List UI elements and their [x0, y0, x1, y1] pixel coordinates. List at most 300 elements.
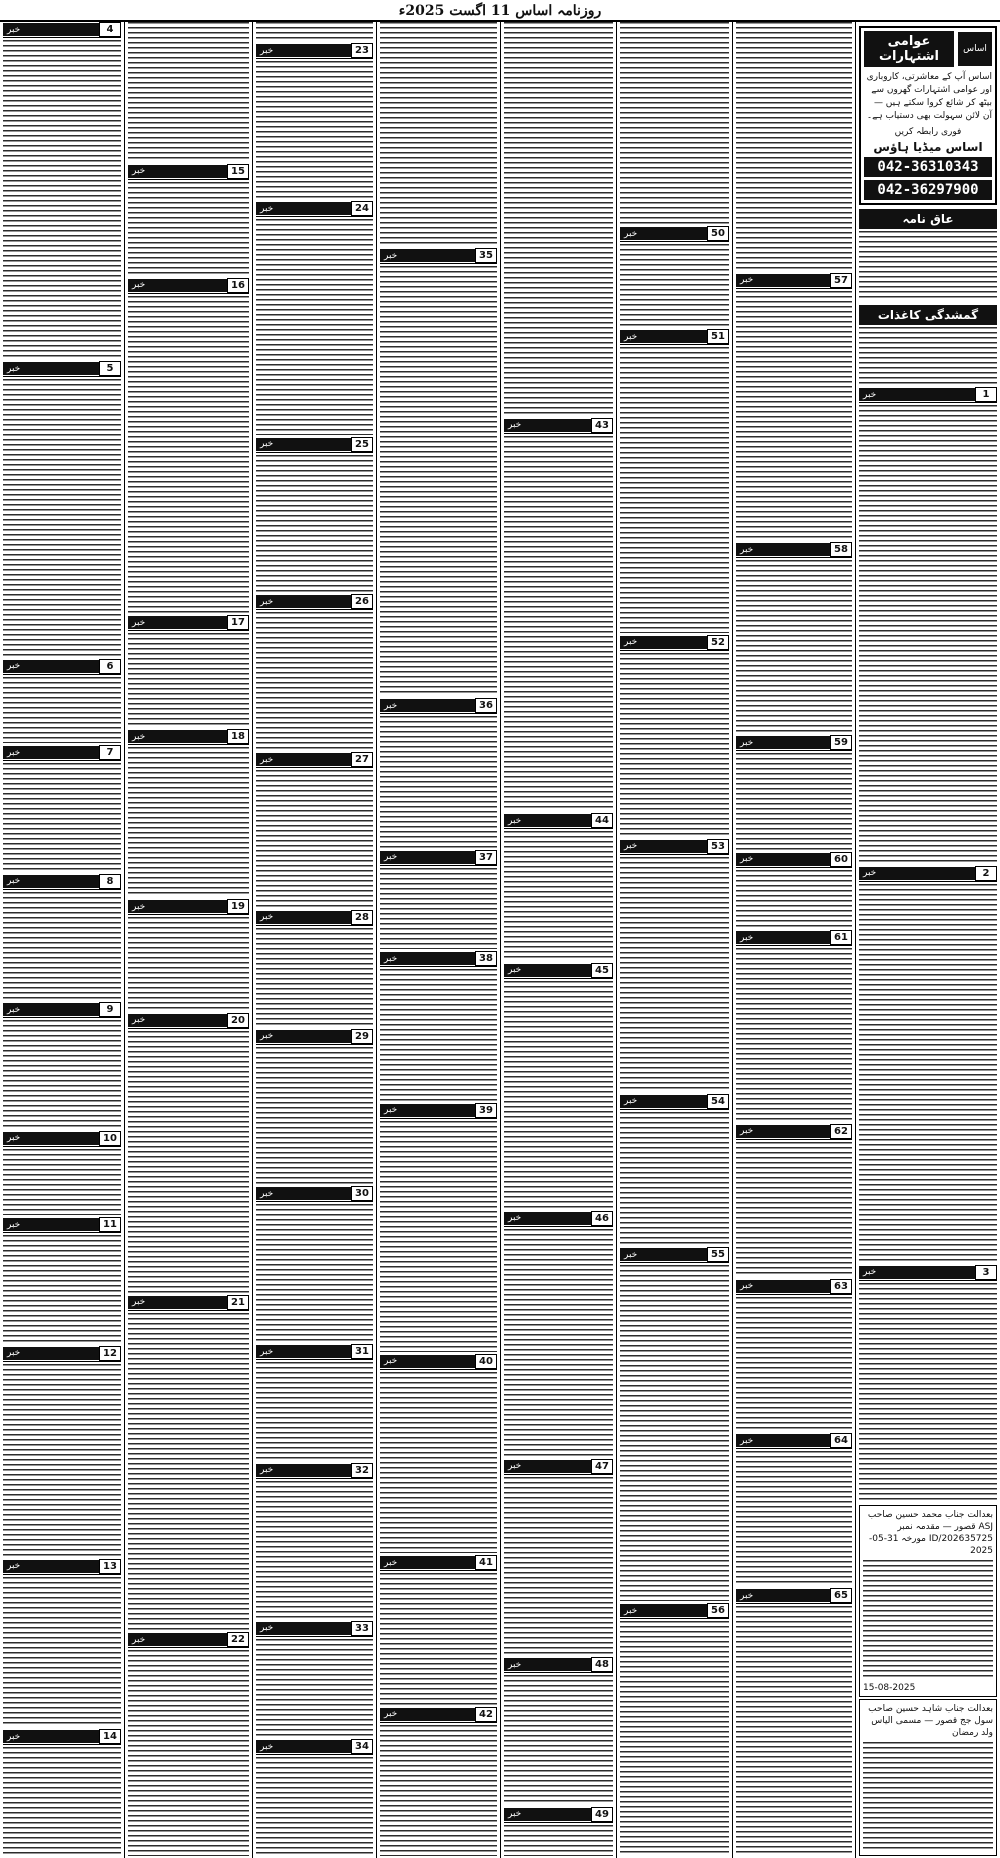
classified-heading [380, 1354, 497, 1370]
classified-number: 16 [227, 278, 249, 293]
court-notice-civil [859, 1699, 997, 1856]
classified-heading-bar [256, 1464, 351, 1477]
classified-number: 59 [830, 735, 852, 750]
classified-number: 44 [591, 813, 613, 828]
classified-heading-label: خبر [740, 932, 754, 943]
classified-heading-label: خبر [384, 1356, 398, 1367]
classified-number: 49 [591, 1807, 613, 1822]
classified-text [3, 677, 121, 743]
classified-item-3 [859, 1265, 997, 1503]
classified-heading [504, 1459, 613, 1475]
classified-text [128, 1313, 249, 1631]
classified-heading-bar [504, 1658, 591, 1671]
classified-heading [3, 659, 121, 675]
classified-heading-bar [620, 1604, 707, 1617]
classified-heading [620, 329, 729, 345]
classified-number: 40 [475, 1354, 497, 1369]
classified-heading-bar [504, 1808, 591, 1821]
continued-text [620, 22, 729, 224]
classified-number: 58 [830, 542, 852, 557]
classified-heading-bar [128, 730, 227, 743]
classified-heading [504, 1807, 613, 1823]
classified-number: 57 [830, 273, 852, 288]
classified-number: 11 [99, 1217, 121, 1232]
ad-body: اساس آپ کے معاشرتی، کاروباری اور عوامی اشتہارات گھروں سے بیٹھ کر شائع کروا سکتے ہیں — آن لائن سہولت بھی دستیاب ہے۔ [866, 72, 992, 121]
classified-item-65 [736, 1588, 852, 1856]
classified-heading-bar [736, 1280, 830, 1293]
classified-item-5 [3, 361, 121, 656]
classified-heading-bar [736, 1589, 830, 1602]
classified-heading-label: خبر [384, 1709, 398, 1720]
classified-text [736, 948, 852, 1121]
classified-number: 41 [475, 1555, 497, 1570]
lost-documents-text [859, 327, 997, 387]
classified-heading-bar [736, 543, 830, 556]
classified-heading [620, 226, 729, 242]
classified-text [620, 347, 729, 632]
classified-item-37 [380, 850, 497, 950]
classified-number: 22 [227, 1632, 249, 1647]
classified-number: 8 [99, 874, 121, 889]
classified-text [256, 1481, 373, 1619]
classified-heading [256, 1739, 373, 1755]
classified-item-47 [504, 1459, 613, 1656]
classified-heading-label: خبر [7, 1731, 21, 1742]
classified-number: 3 [975, 1265, 997, 1280]
classified-heading-bar [3, 1560, 99, 1573]
classified-heading-label: خبر [384, 1105, 398, 1116]
classified-item-60 [736, 852, 852, 928]
classified-heading-label: خبر [863, 868, 877, 879]
classified-heading [3, 22, 121, 38]
classified-text [736, 1297, 852, 1432]
classified-heading-bar [256, 753, 351, 766]
classified-heading [504, 1657, 613, 1673]
classified-heading [620, 1094, 729, 1110]
classified-item-62 [736, 1124, 852, 1277]
classified-heading-label: خبر [740, 854, 754, 865]
classified-text [256, 1362, 373, 1461]
classified-heading [3, 1559, 121, 1575]
classified-heading-label: خبر [7, 363, 21, 374]
classified-text [128, 296, 249, 614]
classified-text [256, 1639, 373, 1738]
classified-item-2 [859, 866, 997, 1263]
classified-heading-bar [504, 1460, 591, 1473]
classified-heading-label: خبر [7, 1133, 21, 1144]
classified-text [620, 1112, 729, 1246]
classified-heading [256, 752, 373, 768]
classified-item-46 [504, 1211, 613, 1457]
classified-heading-bar [620, 1248, 707, 1261]
classified-heading-bar [3, 660, 99, 673]
classified-text [256, 219, 373, 435]
continued-text [736, 22, 852, 271]
classified-number: 36 [475, 698, 497, 713]
classified-text [380, 1573, 497, 1704]
classified-number: 5 [99, 361, 121, 376]
column-5 [252, 22, 376, 1858]
classified-item-25 [256, 437, 373, 593]
classified-heading [256, 594, 373, 610]
classified-heading-bar [128, 279, 227, 292]
classified-item-40 [380, 1354, 497, 1553]
classified-heading [504, 1211, 613, 1227]
classified-heading [736, 273, 852, 289]
classified-heading [3, 1729, 121, 1745]
classified-heading [256, 43, 373, 59]
classified-heading [380, 1555, 497, 1571]
classified-number: 7 [99, 745, 121, 760]
classified-heading-label: خبر [384, 250, 398, 261]
classified-number: 15 [227, 164, 249, 179]
classified-heading [736, 735, 852, 751]
classified-heading [859, 1265, 997, 1281]
classified-heading-bar [736, 1125, 830, 1138]
classified-heading-bar [504, 419, 591, 432]
classified-heading-bar [3, 1218, 99, 1231]
classified-heading [256, 1029, 373, 1045]
classified-heading-label: خبر [132, 280, 146, 291]
classified-number: 13 [99, 1559, 121, 1574]
court-notice-civil-body [863, 1742, 993, 1852]
classified-heading-bar [128, 1296, 227, 1309]
classified-heading [3, 1217, 121, 1233]
classified-item-32 [256, 1463, 373, 1619]
classified-number: 37 [475, 850, 497, 865]
classified-heading [504, 418, 613, 434]
classified-heading-bar [256, 595, 351, 608]
classified-text [736, 291, 852, 541]
classified-text [380, 716, 497, 847]
classified-item-6 [3, 659, 121, 743]
classified-number: 65 [830, 1588, 852, 1603]
classified-heading-bar [3, 875, 99, 888]
classified-text [256, 612, 373, 750]
classified-heading-bar [256, 1187, 351, 1200]
classified-heading-bar [3, 362, 99, 375]
classified-number: 43 [591, 418, 613, 433]
column-4 [376, 22, 500, 1858]
classified-heading-label: خبر [7, 1561, 21, 1572]
section-lost-documents: گمشدگی کاغذات [859, 305, 997, 325]
classified-heading-label: خبر [7, 876, 21, 887]
classified-text [736, 870, 852, 928]
classified-item-30 [256, 1186, 373, 1342]
classified-heading-bar [380, 1355, 475, 1368]
classified-heading [859, 866, 997, 882]
classified-text [736, 1606, 852, 1856]
classified-number: 39 [475, 1103, 497, 1118]
classified-item-39 [380, 1103, 497, 1352]
asas-logo: اساس [958, 32, 992, 66]
classified-heading-label: خبر [624, 228, 638, 239]
classified-heading-label: خبر [508, 1659, 522, 1670]
classified-item-14 [3, 1729, 121, 1856]
classified-heading-bar [256, 1740, 351, 1753]
classified-number: 47 [591, 1459, 613, 1474]
classified-text [504, 1229, 613, 1457]
classified-heading-bar [256, 1622, 351, 1635]
classified-item-23 [256, 43, 373, 199]
classified-heading-label: خبر [132, 901, 146, 912]
classified-heading [128, 1013, 249, 1029]
classified-item-17 [128, 615, 249, 727]
classified-heading-bar [3, 23, 99, 36]
classified-text [859, 405, 997, 864]
classified-text [3, 763, 121, 872]
column-7 [0, 22, 124, 1858]
classified-item-8 [3, 874, 121, 1001]
classified-item-36 [380, 698, 497, 847]
classified-number: 6 [99, 659, 121, 674]
classified-heading-bar [3, 1347, 99, 1360]
classified-text [380, 266, 497, 696]
classified-number: 23 [351, 43, 373, 58]
classified-number: 17 [227, 615, 249, 630]
classified-text [504, 436, 613, 812]
classified-text [504, 981, 613, 1209]
classified-heading [859, 387, 997, 403]
classified-heading-bar [128, 616, 227, 629]
classified-item-64 [736, 1433, 852, 1586]
classified-number: 25 [351, 437, 373, 452]
classified-number: 38 [475, 951, 497, 966]
classified-text [128, 1650, 249, 1856]
classified-heading-bar [380, 699, 475, 712]
classified-heading-bar [620, 330, 707, 343]
classified-heading-bar [128, 1014, 227, 1027]
classified-heading [128, 729, 249, 745]
classified-number: 55 [707, 1247, 729, 1262]
court-notice-civil-text: بعدالت جناب شاہد حسین صاحب سول جج قصور — مسمی الیاس ولد رمضان [868, 1704, 993, 1738]
classified-heading-bar [380, 851, 475, 864]
classified-heading-label: خبر [624, 841, 638, 852]
classified-item-24 [256, 201, 373, 435]
classified-heading-bar [859, 388, 975, 401]
classified-heading-bar [128, 900, 227, 913]
classified-heading-label: خبر [384, 852, 398, 863]
phone-number-2[interactable]: 042-36297900 [864, 180, 992, 200]
classified-heading-label: خبر [132, 166, 146, 177]
classified-text [128, 917, 249, 1011]
classified-text [128, 182, 249, 276]
classified-number: 26 [351, 594, 373, 609]
ad-brand: اساس میڈیا ہاؤس [873, 140, 983, 154]
classified-heading-label: خبر [132, 1297, 146, 1308]
classified-heading-label: خبر [7, 1219, 21, 1230]
classified-heading-label: خبر [260, 1465, 274, 1476]
classified-heading [128, 615, 249, 631]
continued-text [504, 22, 613, 416]
classified-text [256, 770, 373, 908]
classified-number: 35 [475, 248, 497, 263]
classified-heading [3, 361, 121, 377]
classified-heading [256, 1463, 373, 1479]
classified-number: 18 [227, 729, 249, 744]
classified-heading [736, 852, 852, 868]
classified-item-35 [380, 248, 497, 696]
classified-heading-bar [380, 1708, 475, 1721]
court-notice-asj [859, 1505, 997, 1697]
classified-number: 19 [227, 899, 249, 914]
classified-number: 64 [830, 1433, 852, 1448]
classified-item-12 [3, 1346, 121, 1557]
classified-heading [620, 635, 729, 651]
classified-item-63 [736, 1279, 852, 1432]
classified-item-16 [128, 278, 249, 614]
classified-heading-bar [504, 814, 591, 827]
classified-heading-label: خبر [863, 1267, 877, 1278]
classified-number: 54 [707, 1094, 729, 1109]
continued-text [380, 22, 497, 246]
classified-heading [736, 1588, 852, 1604]
public-ads-box [859, 26, 997, 205]
classified-heading [256, 437, 373, 453]
classified-number: 45 [591, 963, 613, 978]
classified-heading-label: خبر [508, 420, 522, 431]
classified-item-38 [380, 951, 497, 1100]
classified-number: 53 [707, 839, 729, 854]
classified-number: 60 [830, 852, 852, 867]
classified-item-53 [620, 839, 729, 1092]
classified-heading-label: خبر [132, 1015, 146, 1026]
ad-subtitle: فوری رابطہ کریں [894, 127, 962, 137]
classified-heading-label: خبر [740, 1281, 754, 1292]
classified-heading-label: خبر [132, 731, 146, 742]
classified-heading-label: خبر [740, 544, 754, 555]
classified-heading-bar [504, 964, 591, 977]
classified-heading-label: خبر [7, 24, 21, 35]
continued-text [256, 22, 373, 41]
classified-heading [736, 930, 852, 946]
classified-item-28 [256, 910, 373, 1027]
classified-heading [3, 874, 121, 890]
classified-number: 1 [975, 387, 997, 402]
classified-heading [380, 1103, 497, 1119]
classified-heading [736, 542, 852, 558]
continued-text [128, 22, 249, 162]
classified-number: 29 [351, 1029, 373, 1044]
classified-item-4 [3, 22, 121, 359]
classified-heading [620, 1247, 729, 1263]
classified-heading [256, 1186, 373, 1202]
classified-text [3, 1747, 121, 1856]
classified-heading-bar [620, 227, 707, 240]
classified-heading-bar [380, 1104, 475, 1117]
column-2 [616, 22, 732, 1858]
classified-item-49 [504, 1807, 613, 1856]
classified-heading-bar [256, 1030, 351, 1043]
classified-heading-label: خبر [624, 1249, 638, 1260]
classified-number: 9 [99, 1002, 121, 1017]
classified-heading-label: خبر [508, 1213, 522, 1224]
classified-heading-bar [620, 636, 707, 649]
classified-text [859, 1283, 997, 1503]
classified-heading-label: خبر [624, 1096, 638, 1107]
classified-heading [256, 1344, 373, 1360]
classified-number: 21 [227, 1295, 249, 1310]
classified-number: 48 [591, 1657, 613, 1672]
classified-number: 4 [99, 22, 121, 37]
classified-text [736, 1142, 852, 1277]
classified-item-59 [736, 735, 852, 850]
classified-heading-bar [3, 1132, 99, 1145]
classified-item-55 [620, 1247, 729, 1601]
classified-text [504, 1477, 613, 1656]
classified-heading-label: خبر [508, 965, 522, 976]
classified-heading-label: خبر [260, 912, 274, 923]
classified-heading-label: خبر [7, 1348, 21, 1359]
classified-heading-label: خبر [7, 747, 21, 758]
classified-heading-label: خبر [384, 700, 398, 711]
classified-heading-bar [736, 931, 830, 944]
classified-heading-bar [256, 438, 351, 451]
classified-item-27 [256, 752, 373, 908]
classified-text [859, 884, 997, 1263]
classified-heading-label: خبر [132, 617, 146, 628]
classified-number: 31 [351, 1344, 373, 1359]
classified-heading [256, 910, 373, 926]
classified-heading-label: خبر [7, 661, 21, 672]
classified-heading [736, 1279, 852, 1295]
classified-heading [380, 248, 497, 264]
column-1 [732, 22, 855, 1858]
classified-heading [736, 1433, 852, 1449]
classified-item-56 [620, 1603, 729, 1856]
classified-heading-bar [859, 867, 975, 880]
classified-text [620, 1621, 729, 1856]
classified-heading-bar [3, 1003, 99, 1016]
classified-number: 2 [975, 866, 997, 881]
classified-item-9 [3, 1002, 121, 1129]
classified-item-7 [3, 745, 121, 872]
classified-number: 56 [707, 1603, 729, 1618]
classified-text [256, 455, 373, 593]
classified-heading-bar [736, 853, 830, 866]
classified-heading [3, 1131, 121, 1147]
classified-item-51 [620, 329, 729, 632]
court-notice-asj-body [863, 1560, 993, 1680]
classified-heading-bar [736, 1434, 830, 1447]
classified-number: 14 [99, 1729, 121, 1744]
classified-heading-bar [3, 746, 99, 759]
classified-text [736, 560, 852, 733]
classified-heading-label: خبر [740, 1126, 754, 1137]
ad-title: عوامی اشتہارات [864, 31, 954, 67]
court-notice-asj-text: بعدالت جناب محمد حسین صاحب ASJ قصور — مقدمہ نمبر 202635725/ID مورخہ 31-05-2025 [867, 1510, 993, 1556]
classified-heading-label: خبر [508, 815, 522, 826]
classified-item-15 [128, 164, 249, 276]
classified-text [3, 1235, 121, 1344]
classified-heading [504, 813, 613, 829]
classified-heading [3, 1002, 121, 1018]
classified-heading-bar [256, 202, 351, 215]
columns-container [0, 22, 1000, 1858]
phone-number-1[interactable]: 042-36310343 [864, 157, 992, 177]
classified-number: 20 [227, 1013, 249, 1028]
classified-item-21 [128, 1295, 249, 1631]
classified-number: 52 [707, 635, 729, 650]
classified-text [128, 747, 249, 897]
classified-heading-bar [380, 249, 475, 262]
classified-item-20 [128, 1013, 249, 1293]
classified-text [380, 1725, 497, 1856]
classified-heading-label: خبر [508, 1461, 522, 1471]
column-8-items [859, 387, 997, 1505]
classified-item-41 [380, 1555, 497, 1704]
classified-heading-bar [859, 1266, 975, 1279]
